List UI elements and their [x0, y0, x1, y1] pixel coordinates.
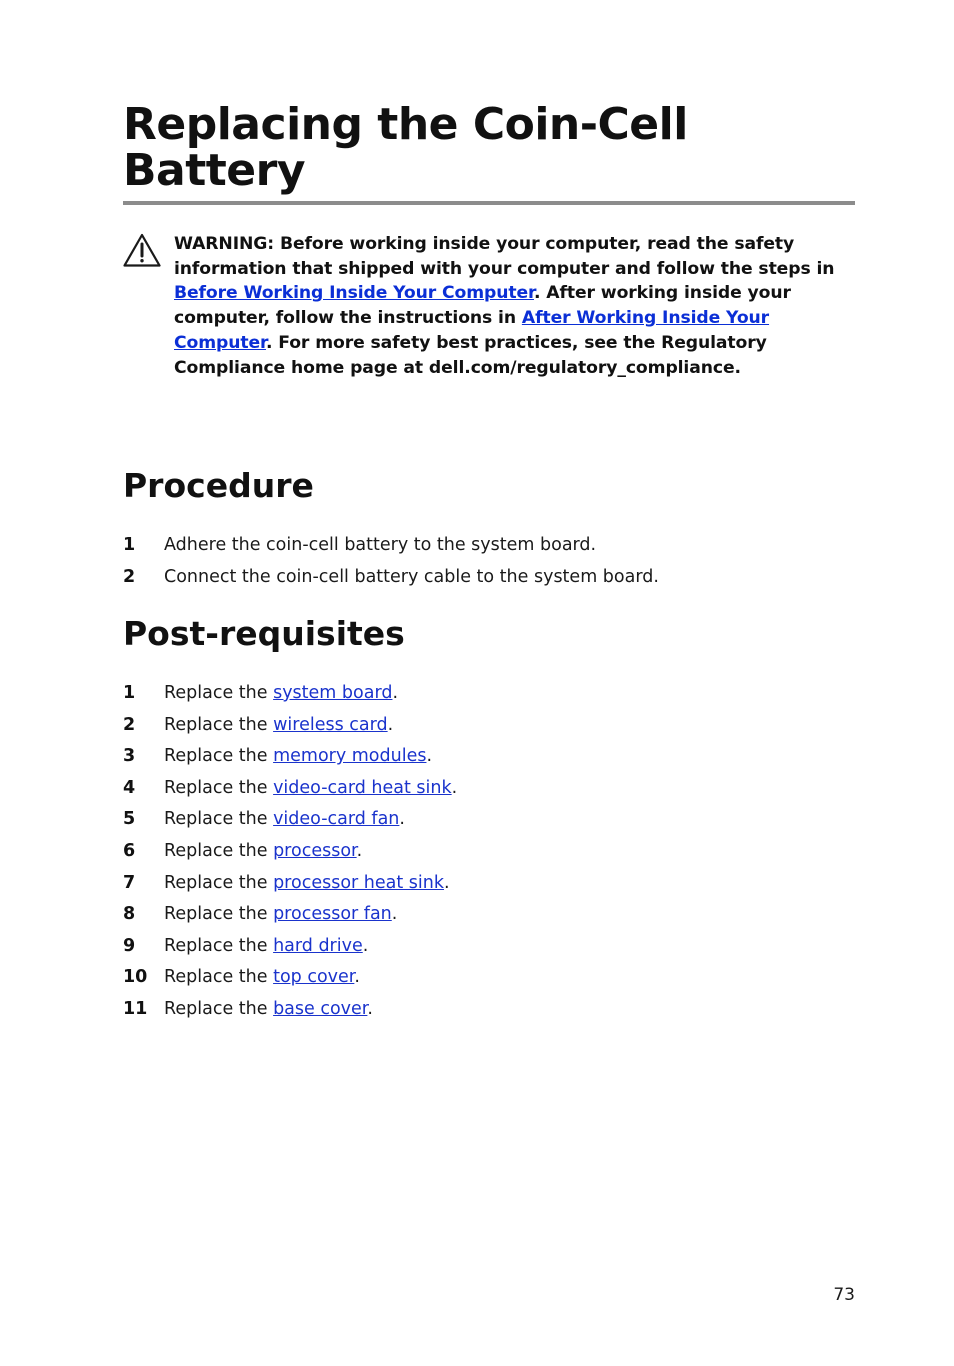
step-prefix: Replace the	[164, 683, 274, 703]
after-working-link[interactable]: After Working Inside Your Computer	[174, 308, 770, 353]
step-number: 7	[123, 872, 136, 893]
step-text: Connect the coin-cell battery cable to the system board.	[164, 566, 659, 587]
step-prefix: Replace the	[164, 840, 274, 861]
step-suffix: .	[367, 998, 373, 1019]
step-prefix: Replace the	[164, 998, 274, 1019]
base-cover-link[interactable]: base cover	[273, 998, 368, 1019]
step-number: 5	[123, 809, 136, 830]
step-text	[164, 710, 393, 742]
warning-text-part: . For more safety best practices, see the Regulatory Compliance home page at dell.com/regulatory_compliance.	[174, 332, 767, 378]
video-card-fan-link[interactable]: video-card fan	[273, 809, 400, 830]
warning-label: WARNING:	[174, 234, 275, 254]
step-number: 9	[123, 935, 136, 956]
step-text	[164, 962, 360, 994]
step-text	[164, 804, 405, 836]
warning-triangle-icon	[122, 232, 162, 268]
post-requisite-step	[123, 962, 855, 994]
step-prefix: Replace the	[164, 872, 274, 893]
warning-note	[174, 232, 864, 380]
step-suffix: .	[391, 904, 398, 925]
step-suffix: .	[356, 840, 363, 861]
step-prefix: Replace the	[164, 967, 274, 988]
post-requisite-step	[123, 741, 855, 773]
step-text	[164, 994, 373, 1026]
post-requisite-step	[123, 710, 855, 742]
step-number: 6	[123, 840, 136, 861]
processor-heat-sink-link[interactable]: processor heat sink	[273, 872, 445, 893]
page-title: Replacing the Coin-Cell Battery	[123, 99, 688, 196]
step-suffix: .	[392, 683, 399, 703]
warning-text-part: Before working inside your computer, read the safety information that shipped with your computer and follow the steps in	[174, 234, 835, 279]
procedure-step	[123, 562, 855, 594]
page-number: 73	[833, 1285, 855, 1305]
step-number: 1	[123, 535, 136, 555]
step-suffix: .	[362, 935, 369, 956]
step-suffix: .	[444, 872, 450, 893]
step-number: 4	[123, 777, 136, 798]
step-number: 2	[123, 714, 136, 735]
step-suffix: .	[451, 777, 458, 798]
before-working-link[interactable]: Before Working Inside Your Computer	[174, 283, 534, 304]
step-suffix: .	[426, 746, 433, 767]
warning-text-part: . After working inside your computer, follow the instructions in	[174, 283, 791, 329]
post-requisite-step	[123, 804, 855, 836]
wireless-card-link[interactable]: wireless card	[273, 714, 388, 735]
step-prefix: Replace the	[164, 904, 274, 925]
step-number: 8	[123, 904, 136, 925]
post-requisite-step	[123, 773, 855, 805]
step-number: 2	[123, 566, 136, 587]
processor-link[interactable]: processor	[273, 840, 357, 861]
post-requisites-heading: Post-requisites	[123, 614, 405, 653]
procedure-step	[123, 530, 855, 562]
step-prefix: Replace the	[164, 714, 274, 735]
step-number: 1	[123, 683, 136, 703]
step-number: 10	[123, 967, 148, 988]
step-text	[164, 836, 362, 868]
step-number: 3	[123, 746, 136, 767]
post-requisite-step	[123, 836, 855, 868]
step-prefix: Replace the	[164, 777, 274, 798]
video-card-heat-sink-link[interactable]: video-card heat sink	[273, 777, 452, 798]
step-prefix: Replace the	[164, 935, 274, 956]
step-text	[164, 678, 398, 710]
post-requisite-step	[123, 899, 855, 931]
post-requisite-step	[123, 678, 855, 710]
processor-fan-link[interactable]: processor fan	[273, 904, 392, 925]
step-text	[164, 868, 450, 900]
procedure-list	[123, 530, 855, 593]
step-suffix: .	[399, 809, 405, 830]
post-requisite-step	[123, 994, 855, 1026]
step-text	[164, 773, 457, 805]
step-text	[164, 741, 432, 773]
step-prefix: Replace the	[164, 746, 274, 767]
step-text: Adhere the coin-cell battery to the system board.	[164, 535, 597, 555]
step-text	[164, 899, 397, 931]
step-text	[164, 931, 368, 963]
hard-drive-link[interactable]: hard drive	[273, 935, 363, 956]
step-prefix: Replace the	[164, 809, 274, 830]
memory-modules-link[interactable]: memory modules	[273, 746, 427, 767]
step-suffix: .	[387, 714, 394, 735]
procedure-heading: Procedure	[123, 466, 314, 505]
title-rule	[123, 201, 855, 205]
step-number: 11	[123, 998, 148, 1019]
top-cover-link[interactable]: top cover	[273, 967, 355, 988]
post-requisite-step	[123, 868, 855, 900]
system-board-link[interactable]: system board	[273, 683, 393, 703]
post-requisite-step	[123, 931, 855, 963]
step-suffix: .	[354, 967, 360, 988]
post-requisites-list	[123, 678, 855, 1026]
